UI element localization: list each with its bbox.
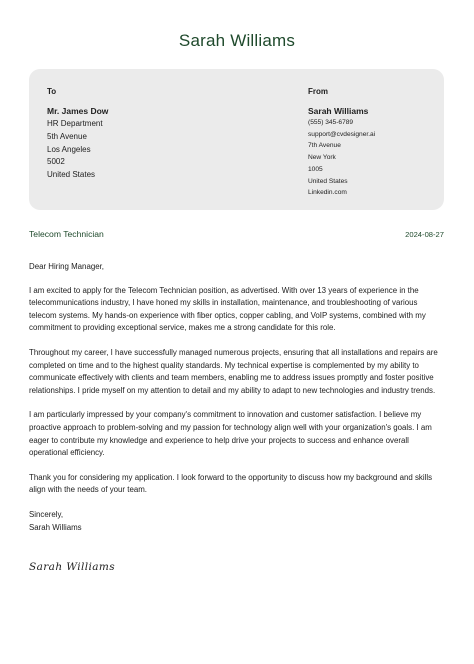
applicant-name-heading: Sarah Williams <box>178 31 296 50</box>
sender-city: New York <box>308 154 336 162</box>
sender-postcode: 1005 <box>308 165 323 173</box>
sender-street: 7th Avenue <box>308 142 341 150</box>
closing: Sincerely, <box>29 509 64 519</box>
recipient-street: 5th Avenue <box>47 131 87 141</box>
handwritten-signature: Sarah Williams <box>29 561 116 573</box>
recipient-country: United States <box>47 170 96 180</box>
paragraph-1: I am excited to apply for the Telecom Technician position, as advertised. With over 13 years of experience in the telecommunications industry, I have honed my skills in installation, maintenance, and troubleshooting of various telecom systems. My hands-on experience with fiber optics, copper cabling, and VoIP systems, combined with my commitment to providing exceptional service, makes me a strong candidate for this role. <box>29 285 426 333</box>
sender-heading: From <box>308 87 328 96</box>
letter-body <box>29 261 445 534</box>
recipient-city: Los Angeles <box>47 144 91 154</box>
paragraph-3: I am particularly impressed by your company's commitment to innovation and customer satisfaction. I believe my proactive approach to problem-solving and my passion for technology align well with your organization's goals. I am eager to contribute my knowledge and experience to help drive your projects to success and enhance overall operational efficiency. <box>29 410 432 458</box>
letter-date: 2024-08-27 <box>405 229 444 239</box>
sender-name: Sarah Williams <box>308 106 369 116</box>
sender-email: support@cvdesigner.ai <box>308 130 376 138</box>
salutation: Dear Hiring Manager, <box>29 262 104 271</box>
closing-name: Sarah Williams <box>29 522 82 532</box>
recipient-heading: To <box>47 87 57 96</box>
sender-linkedin: Linkedin.com <box>308 189 347 197</box>
job-title: Telecom Technician <box>29 229 104 239</box>
recipient-department: HR Department <box>47 119 103 128</box>
address-panel <box>29 69 444 210</box>
recipient-block <box>47 87 108 182</box>
paragraph-4: Thank you for considering my application. I look forward to the opportunity to discuss how my background and skills align with the needs of your team. <box>29 472 433 495</box>
sender-block <box>308 87 375 199</box>
job-row <box>29 229 444 239</box>
sender-phone: (555) 345-6789 <box>308 119 354 126</box>
recipient-name: Mr. James Dow <box>47 106 109 116</box>
sender-country: United States <box>308 177 348 185</box>
recipient-postcode: 5002 <box>47 157 65 167</box>
paragraph-2: Throughout my career, I have successfully managed numerous projects, ensuring that all installations and repairs are completed on time and to the highest quality standards. My technical expertise is complemented by my ability to communicate effectively with clients and team members, enabling me to address issues promptly and foster positive relationships. I pride myself on my attention to detail and my ability to adapt to new technologies and industry trends. <box>29 347 438 395</box>
